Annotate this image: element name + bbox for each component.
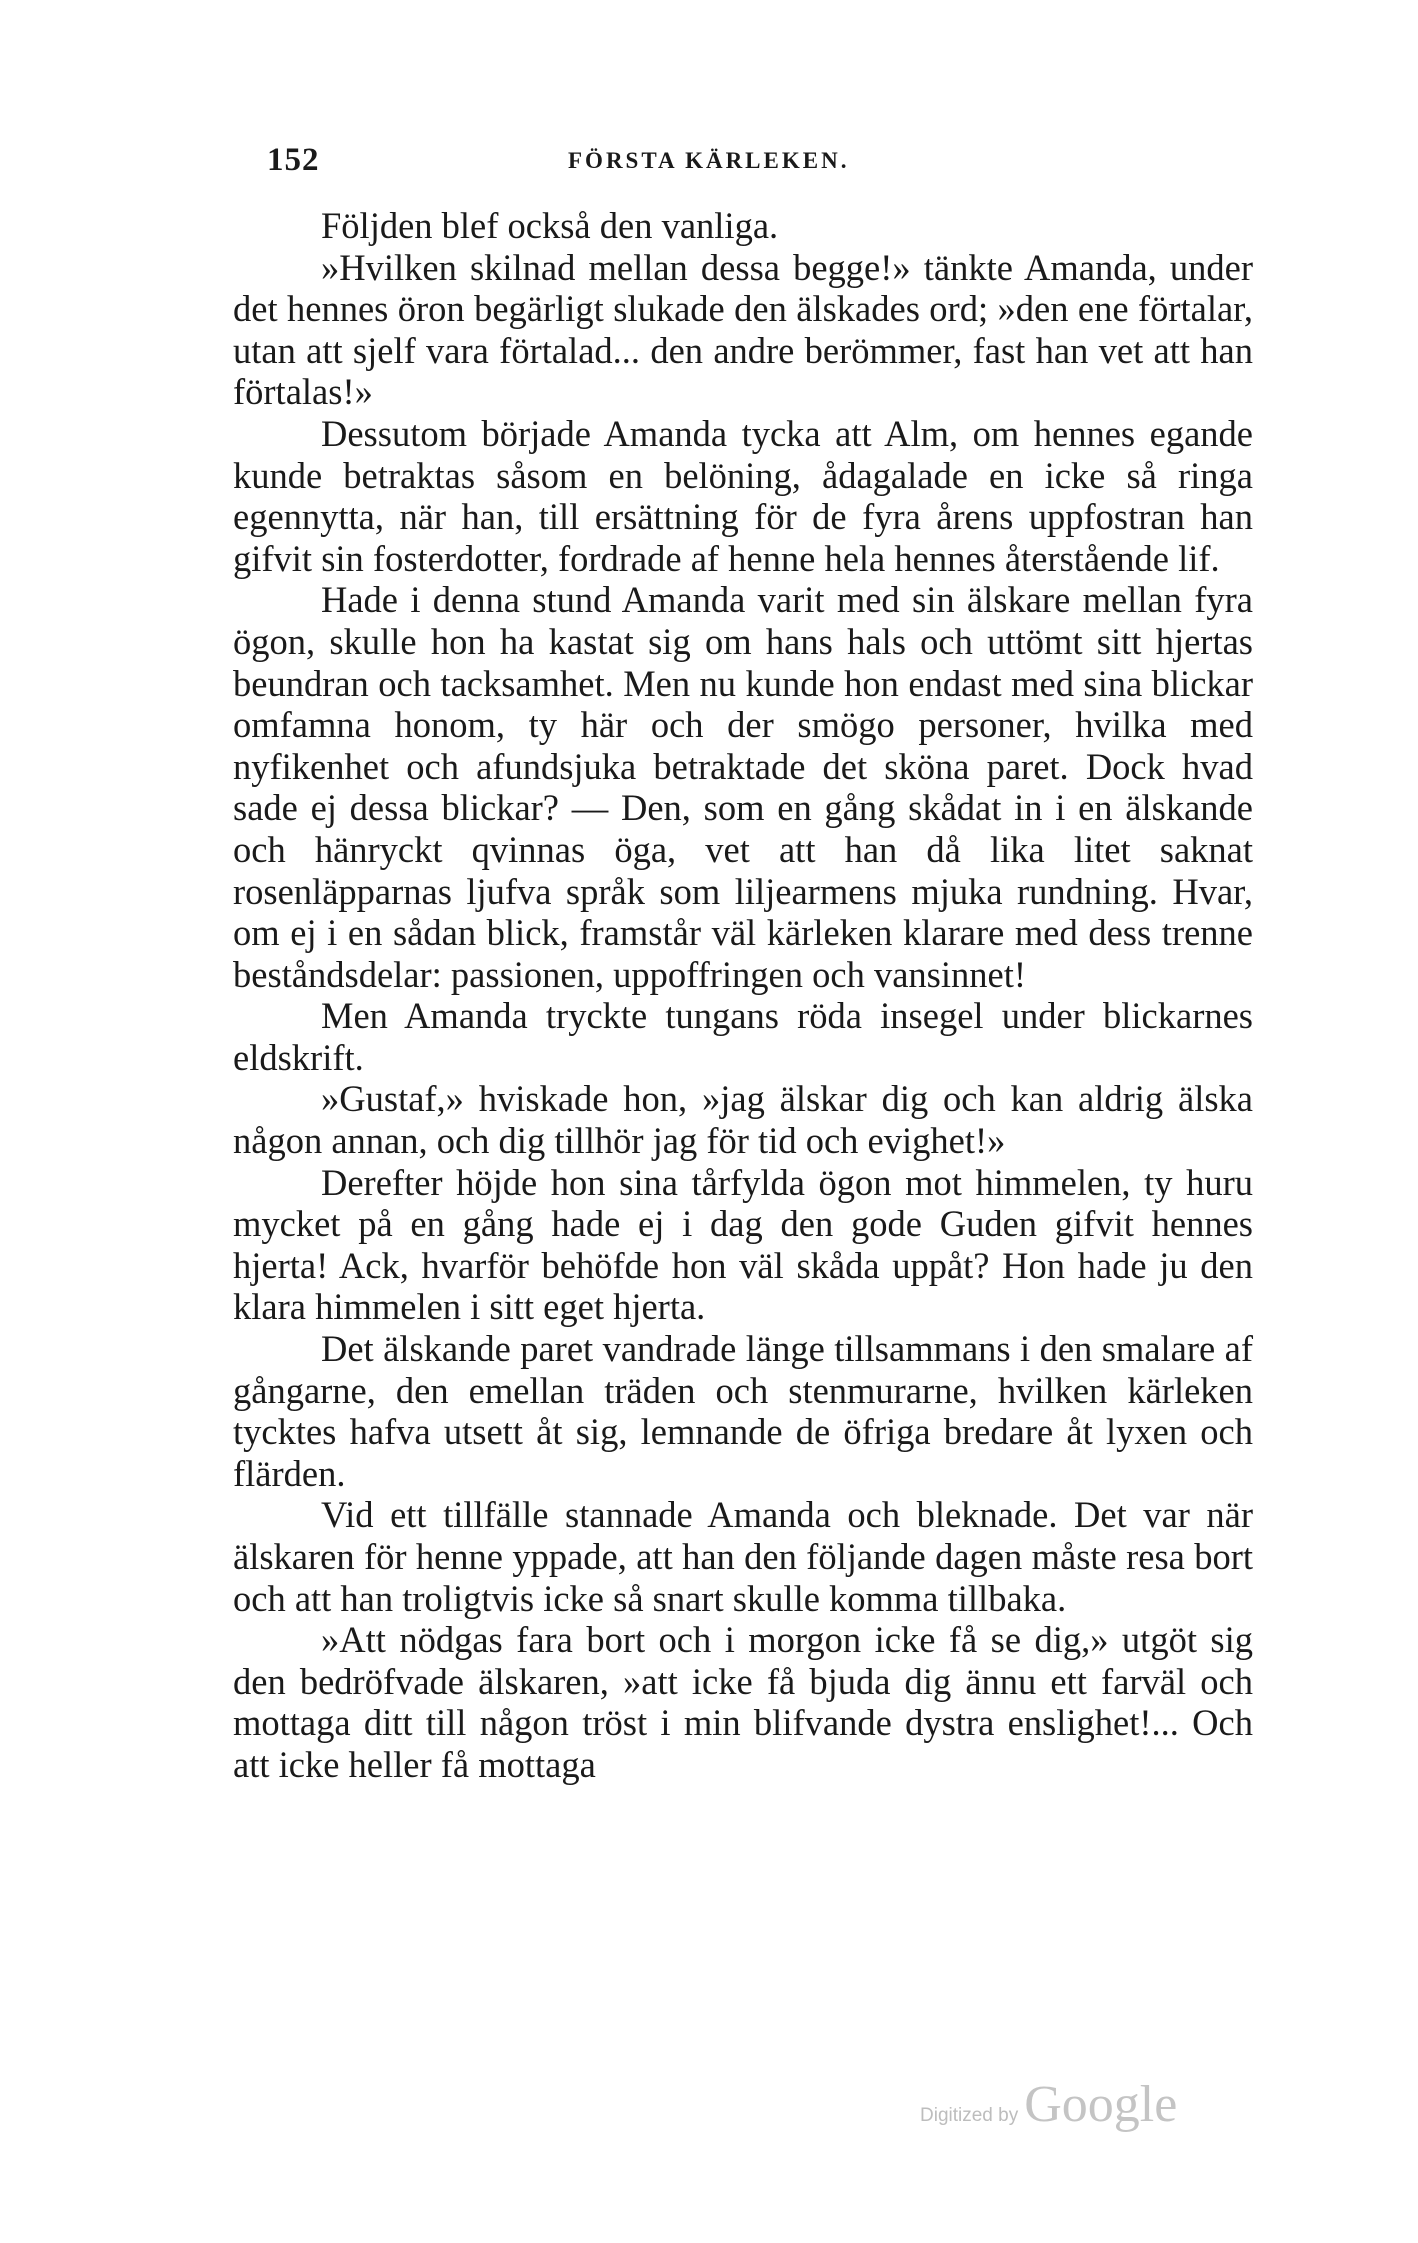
paragraph: Dessutom började Amanda tycka att Alm, om hennes egande kunde betraktas såsom en belöning, ådagalade en icke så ringa egennytta, när han, till ersättning för de fyra årens uppfostran han gifvit sin fosterdotter, fordrade af henne hela hennes återstående lif.	[233, 412, 1253, 579]
body-text	[233, 205, 1253, 1786]
watermark-prefix: Digitized by	[920, 2105, 1019, 2126]
paragraph: Vid ett tillfälle stannade Amanda och bleknade. Det var när älskaren för henne yppade, att han den följande dagen måste resa bort och att han troligtvis icke så snart skulle komma tillbaka.	[233, 1494, 1253, 1619]
paragraph: »Att nödgas fara bort och i morgon icke få se dig,» utgöt sig den bedröfvade älskaren, »att icke få bjuda dig ännu ett farväl och mottaga ditt till någon tröst i min blifvande dystra enslighet!... Och att icke heller få mottaga	[233, 1619, 1253, 1785]
page-number: 152	[267, 142, 320, 178]
paragraph: Men Amanda tryckte tungans röda insegel under blickarnes eldskrift.	[233, 995, 1253, 1078]
running-head: FÖRSTA KÄRLEKEN.	[568, 148, 850, 173]
paragraph: Derefter höjde hon sina tårfylda ögon mot himmelen, ty huru mycket på en gång hade ej i dag den gode Guden gifvit hennes hjerta! Ack, hvarför behöfde hon väl skåda uppåt? Hon hade ju den klara himmelen i sitt eget hjerta.	[233, 1161, 1253, 1328]
paragraph: Det älskande paret vandrade länge tillsammans i den smalare af gångarne, den emellan träden och stenmurarne, hvilken kärleken tycktes hafva utsett åt sig, lemnande de öfriga bredare åt lyxen och flärden.	[233, 1328, 1253, 1494]
paragraph: Hade i denna stund Amanda varit med sin älskare mellan fyra ögon, skulle hon ha kastat sig om hans hals och uttömt sitt hjertas beundran och tacksamhet. Men nu kunde hon endast med sina blickar omfamna honom, ty här och der smögo personer, hvilka med nyfikenhet och afundsjuka betraktade det sköna paret. Dock hvad sade ej dessa blickar? — Den, som en gång skådat in i en älskande och hänryckt qvinnas öga, vet att han då lika litet saknat rosenläpparnas ljufva språk som liljearmens mjuka rundning. Hvar, om ej i en sådan blick, framstår väl kärleken klarare med dess trenne beståndsdelar: passionen, uppoffringen och vansinnet!	[233, 579, 1253, 995]
google-logo: Google	[1024, 2076, 1178, 2133]
paragraph: »Hvilken skilnad mellan dessa begge!» tänkte Amanda, under det hennes öron begärligt slukade den älskades ord; »den ene förtalar, utan att sjelf vara förtalad... den andre berömmer, fast han vet att han förtalas!»	[233, 246, 1253, 413]
paragraph: »Gustaf,» hviskade hon, »jag älskar dig och kan aldrig älska någon annan, och dig tillhör jag för tid och evighet!»	[233, 1078, 1253, 1162]
paragraph: Följden blef också den vanliga.	[321, 205, 779, 246]
digitized-watermark	[920, 2075, 1177, 2134]
